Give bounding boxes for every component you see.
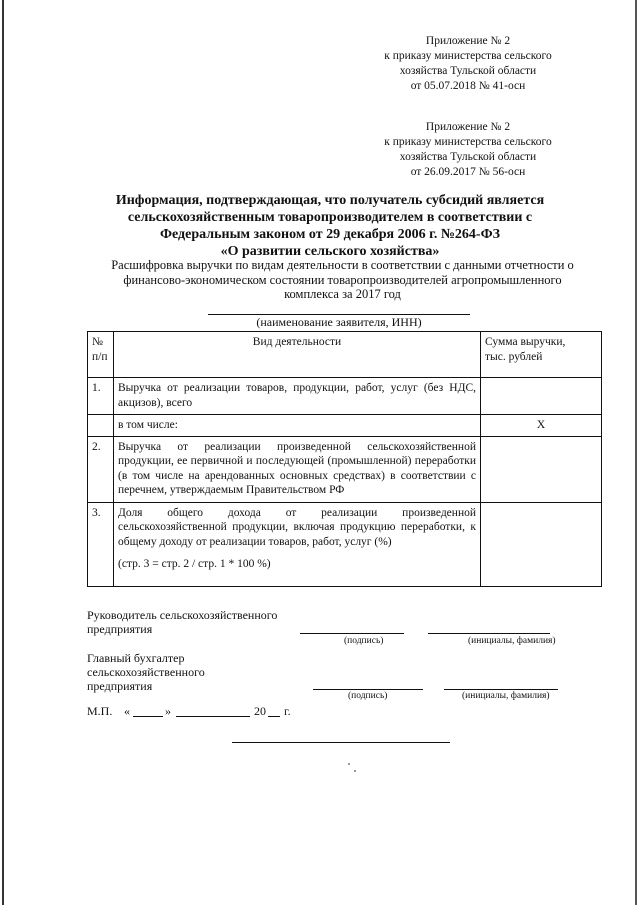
accountant-signature-line — [313, 689, 423, 690]
table-row — [88, 378, 602, 415]
appendix-2-line2: к приказу министерства сельского — [384, 136, 552, 148]
date-year-line — [268, 716, 280, 717]
header-activity-cell: Вид деятельности — [114, 332, 481, 378]
row-sub-number — [88, 415, 114, 437]
subtitle-line1: Расшифровка выручки по видам деятельности в соответствии с данными отчетности о — [111, 258, 574, 272]
row3-formula: (стр. 3 = стр. 2 / стр. 1 * 100 %) — [118, 558, 271, 570]
row2-value — [481, 436, 602, 502]
head-initials-line — [428, 633, 550, 634]
appendix-header-1 — [358, 34, 578, 94]
head-label-line2: предприятия — [87, 622, 153, 636]
row2-text: Выручка от реализации произведенной сельскохозяйственной продукции, ее первичной и последующей (промышленной) переработки (в том числе на арендованных основных средствах) в соответствии с перечнем, утверждаемым Правительством РФ — [114, 436, 481, 502]
header-number-line2: п/п — [92, 350, 108, 363]
date-quote-close: » — [165, 704, 171, 718]
date-month-line — [176, 716, 250, 717]
table-row — [88, 415, 602, 437]
bottom-signature-line — [232, 742, 450, 743]
head-signature-caption: (подпись) — [344, 636, 384, 646]
head-signature-line — [300, 633, 404, 634]
accountant-signature-caption: (подпись) — [348, 691, 388, 701]
revenue-table — [87, 331, 602, 587]
accountant-label-line1: Главный бухгалтер — [87, 651, 185, 665]
header-sum-cell — [481, 332, 602, 378]
date-quote-open: « — [124, 704, 130, 718]
row1-text: Выручка от реализации товаров, продукции, работ, услуг (без НДС, акцизов), всего — [114, 378, 481, 415]
row-sub-text: в том числе: — [114, 415, 481, 437]
table-header-row — [88, 332, 602, 378]
appendix-1-line2: к приказу министерства сельского — [384, 50, 552, 62]
head-signature-label — [87, 608, 277, 636]
row-sub-value: X — [481, 415, 602, 437]
scan-edge-right — [635, 0, 637, 905]
row1-number: 1. — [88, 378, 114, 415]
appendix-2-line1: Приложение № 2 — [425, 121, 511, 133]
scan-speck — [348, 763, 350, 765]
appendix-2-line4: от 26.09.2017 № 56-осн — [410, 166, 526, 178]
header-number-line1: № — [92, 336, 103, 348]
accountant-signature-label — [87, 651, 205, 693]
date-day-line — [133, 716, 163, 717]
title-line3: Федеральным законом от 29 декабря 2006 г. №264-ФЗ — [159, 227, 501, 242]
appendix-2-line3: хозяйства Тульской области — [399, 151, 537, 163]
appendix-1-line3: хозяйства Тульской области — [399, 65, 537, 77]
title-line4: «О развитии сельского хозяйства» — [220, 244, 440, 259]
appendix-header-2 — [358, 120, 578, 180]
accountant-label-line2: сельскохозяйственного — [87, 665, 205, 679]
appendix-1-line1: Приложение № 2 — [425, 35, 511, 47]
row3-value — [481, 502, 602, 586]
table-row — [88, 502, 602, 586]
row3-text: Доля общего дохода от реализации произведенной сельскохозяйственной продукции, включая продукцию переработки, к общему доходу от реализации товаров, работ, услуг (%) — [118, 506, 476, 548]
row3-number: 3. — [88, 502, 114, 586]
accountant-label-line3: предприятия — [87, 679, 153, 693]
document-subtitle — [90, 258, 595, 302]
table-row — [88, 436, 602, 502]
header-number-cell — [88, 332, 114, 378]
header-sum-line1: Сумма выручки, — [485, 336, 566, 348]
subtitle-line2: финансово-экономическом состоянии товаропроизводителей агропромышленного — [123, 272, 562, 287]
date-year-prefix: 20 — [254, 704, 266, 718]
stamp-label: М.П. — [87, 704, 113, 718]
document-title — [70, 192, 590, 260]
title-line1: Информация, подтверждающая, что получатель субсидий является — [115, 193, 545, 208]
accountant-initials-caption: (инициалы, фамилия) — [462, 691, 550, 701]
title-line2: сельскохозяйственным товаропроизводителем в соответствии с — [127, 210, 533, 225]
row3-text-cell — [114, 502, 481, 586]
scan-speck — [354, 770, 356, 772]
applicant-caption: (наименование заявителя, ИНН) — [256, 315, 422, 329]
date-year-suffix: г. — [284, 704, 291, 718]
header-sum-line2: тыс. рублей — [485, 350, 543, 363]
subtitle-line3: комплекса за 2017 год — [284, 287, 401, 301]
head-initials-caption: (инициалы, фамилия) — [468, 636, 556, 646]
scan-edge-left — [2, 0, 4, 905]
row1-value — [481, 378, 602, 415]
appendix-1-line4: от 05.07.2018 № 41-осн — [410, 80, 526, 92]
head-label-line1: Руководитель сельскохозяйственного — [87, 608, 278, 622]
row2-number: 2. — [88, 436, 114, 502]
accountant-initials-line — [444, 689, 558, 690]
